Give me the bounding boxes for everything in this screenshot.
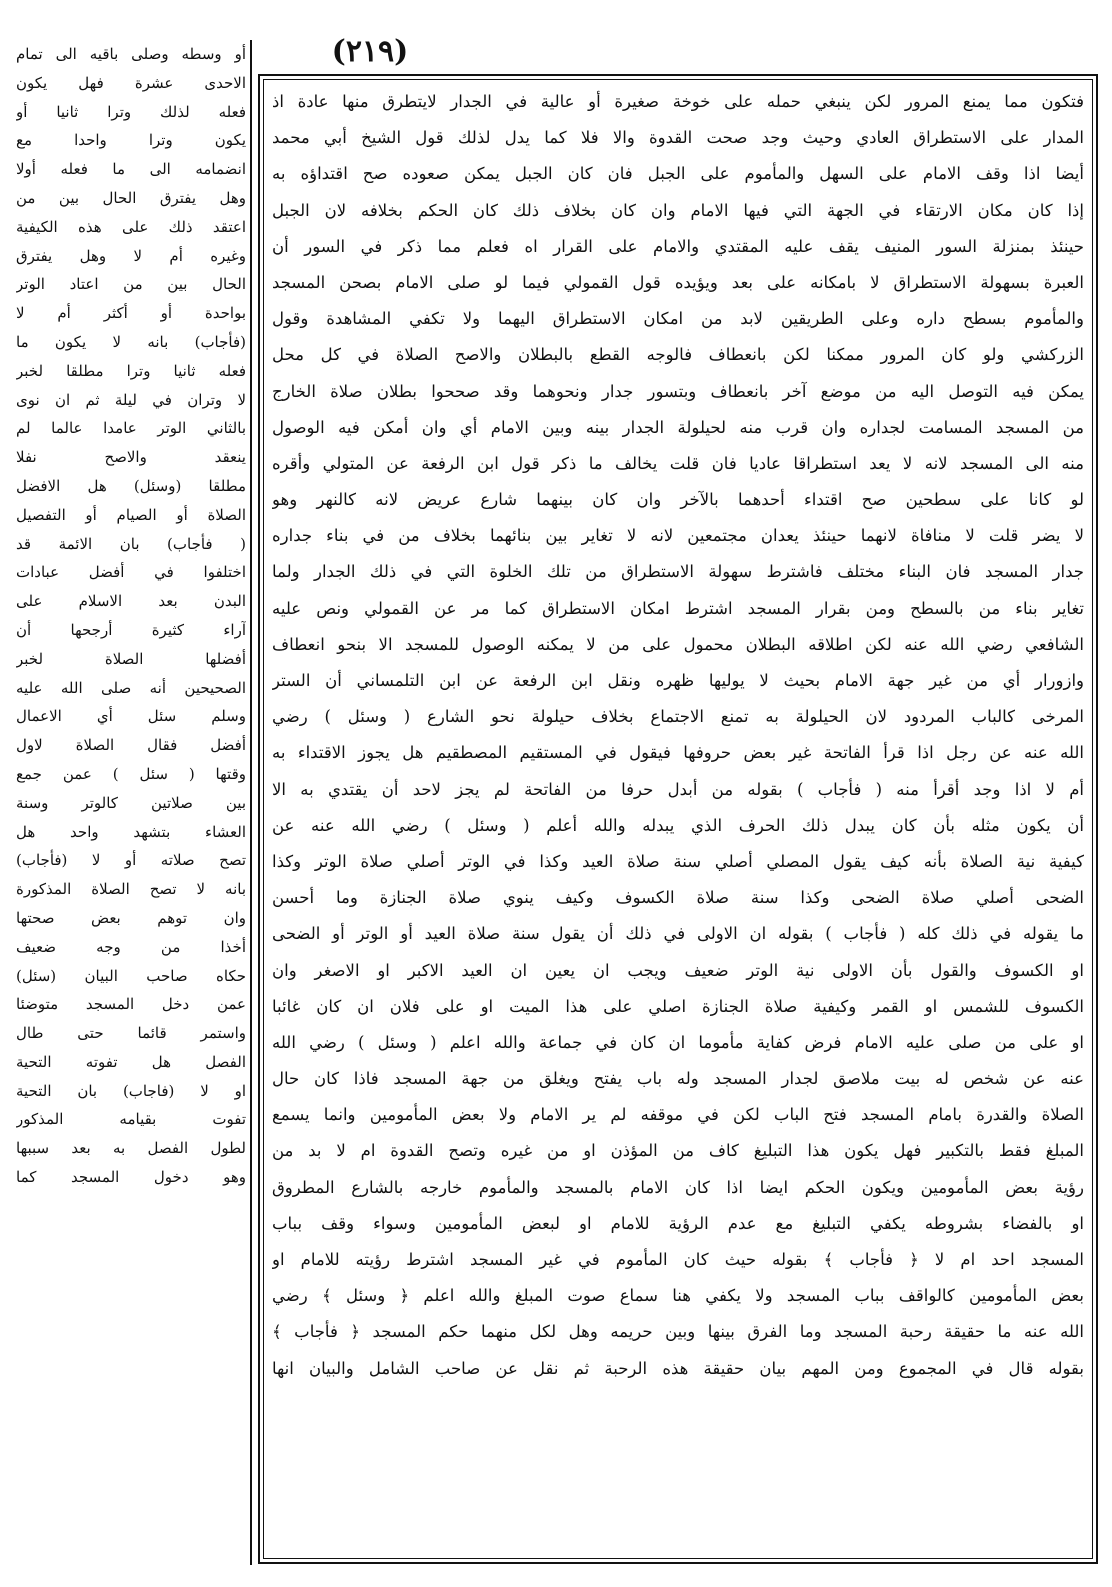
margin-text-line: تفوت بقيامه المذكور (16, 1110, 246, 1129)
margin-text-line: او لا (فاجاب) بان التحية (16, 1081, 246, 1100)
margin-text-line: اعتقد ذلك على هذه الكيفية (16, 217, 246, 236)
margin-text-line: وسلم سئل أي الاعمال (16, 707, 246, 726)
main-text-line: لو كانا على سطحين صح اقتداء أحدهما بالآخر وان كان بينهما شارع عريض لانه كالنهر وهو (272, 490, 1084, 510)
main-text-line: منه الى المسجد لانه لا يعد استطراقا عاديا فان قلت يخالف ما ذكر قول ابن الرفعة عن المتولي وأقره (272, 453, 1084, 473)
margin-text-line: أفضلها الصلاة لخبر (16, 649, 246, 668)
margin-text-line: فعله ثانيا وترا مطلقا لخبر (16, 361, 246, 380)
main-text-line: أن يكون مثله بأن كان يبدل ذلك الحرف الذي يبدله والله أعلم ( وسئل ) رضي الله عنه عن (272, 815, 1084, 835)
margin-text-line: الفصل هل تفوته التحية (16, 1052, 246, 1071)
margin-text-line: أخذا من وجه ضعيف (16, 937, 246, 956)
main-text-line: المبلغ فقط بالتكبير فهل يكون هذا التبليغ كاف من المؤذن او من غيره وتصح القدوة ام لا بد من (272, 1141, 1084, 1161)
main-text-line: المرخى كالباب المردود لان الحيلولة به تمنع الاجتماع بخلاف حيلولة نحو الشارع ( وسئل ) رضي (272, 707, 1084, 727)
margin-text-line: بواحدة أو أكثر أم لا (16, 304, 246, 323)
main-text-line: تغاير بناء من بالسطح ومن بقرار المسجد اشترط امكان الاستطراق كما مر عن القمولي ونص عليه (272, 598, 1084, 618)
main-text-line: ما يقوله في ذلك كله ( فأجاب ) بقوله ان الاولى في ذلك أن يقول سنة صلاة العيد أو الوتر أو الضحى (272, 924, 1084, 944)
margin-text-line: واستمر قائما حتى طال (16, 1024, 246, 1043)
main-text-line: جدار المسجد فان البناء مختلف فاشترط سهولة الاستطراق من تلك الخلوة التي في ذلك الجدار ولما (272, 562, 1084, 582)
main-text-line: والمأموم بسطح داره وعلى الطريقين لابد من امكان الاستطراق اليهما ولا تكفي المشاهدة وقول (272, 309, 1084, 329)
column-divider (250, 40, 252, 1565)
margin-text-line: (فأجاب) بانه لا يكون ما (16, 332, 246, 351)
main-text-line: المدار على الاستطراق العادي وحيث وجد صحت القدوة والا فلا كما يدل لذلك قول الشيخ أبي محمد (272, 128, 1084, 148)
margin-text-line: الاحدى عشرة فهل يكون (16, 73, 246, 92)
margin-text-line: الصلاة أو الصيام أو التفصيل (16, 505, 246, 524)
main-text-body (272, 84, 1084, 1554)
margin-text-line: انضمامه الى ما فعله أولا (16, 160, 246, 179)
margin-text-line: فعله لذلك وترا ثانيا أو (16, 102, 246, 121)
margin-text-line: الصحيحين أنه صلى الله عليه (16, 678, 246, 697)
margin-text-line: لطول الفصل به بعد سببها (16, 1139, 246, 1158)
main-text-line: او على من صلى عليه الامام فرض كفاية مأموما ان كان في جماعة والله اعلم ( وسئل ) رضي الله (272, 1032, 1084, 1052)
main-text-line: الله عنه عن رجل اذا قرأ الفاتحة غير بعض حروفها فيقول في المستقيم المصطقيم هل يجوز الاقتداء به (272, 743, 1084, 763)
margin-text-line: حكاه صاحب البيان (سئل) (16, 966, 246, 985)
margin-text-line: عمن دخل المسجد متوضئا (16, 995, 246, 1014)
main-text-line: رؤية بعض المأمومين ويكون الحكم ايضا اذا كان الامام بالمسجد والمأموم خارجه بالشارع المطروق (272, 1177, 1084, 1197)
main-text-line: الصلاة والقدرة بامام المسجد فتح الباب لكن في موقفه لم ير الامام ولا بعض المأمومين وانما يسمع (272, 1105, 1084, 1125)
margin-text-line: اختلفوا في أفضل عبادات (16, 563, 246, 582)
margin-text-line: يكون وترا واحدا مع (16, 131, 246, 150)
main-text-line: الكسوف للشمس او القمر وكيفية صلاة الجنازة اصلي على هذا الميت او على فلان ان كان غائبا (272, 996, 1084, 1016)
margin-text-line: بين صلاتين كالوتر وسنة (16, 793, 246, 812)
main-text-line: او الكسوف والقول بأن الاولى نية الوتر ضعيف ويجب ان يعين ان العيد الاكبر او الاصغر وان (272, 960, 1084, 980)
main-text-line: أم لا اذا وجد أقرأ منه ( فأجاب ) بقوله من أبدل حرفا من الفاتحة لم يجز لاحد أن يقتدي به الا (272, 779, 1084, 799)
page-number: (۲۱۹) (331, 34, 409, 69)
main-text-line: حينئذ بمنزلة السور المنيف يقف عليه المقتدي والامام على القرار اه فعلم مما ذكر في السور أن (272, 236, 1084, 256)
margin-text-line: البدن بعد الاسلام على (16, 592, 246, 611)
margin-text-line: لا وتران في ليلة ثم ان نوى (16, 390, 246, 409)
main-text-line: من المسجد المسامت لجداره وان قرب منه لحيلولة الجدار بينه وبين الامام أي وان أمكن فيه الوصول (272, 417, 1084, 437)
main-text-line: إذا كان مكان الارتقاء في الجهة التي فيها الامام وان كان بخلاف ذلك كان الحكم بخلافه لان الجبل (272, 200, 1084, 220)
margin-text-line: أفضل فقال الصلاة لاول (16, 736, 246, 755)
margin-text-line: مطلقا (وسئل) هل الافضل (16, 476, 246, 495)
margin-text-line: وقتها ( سئل ) عمن جمع (16, 764, 246, 783)
margin-text-line: الحال بين من اعتاد الوتر (16, 275, 246, 294)
main-text-line: فتكون مما يمنع المرور لكن ينبغي حمله على خوخة صغيرة أو عالية في الجدار لايتطرق منها عادة اذ (272, 92, 1084, 111)
margin-text-line: وغيره أم لا وهل يفترق (16, 246, 246, 265)
main-text-line: لا يضر قلت لا منافاة لانهما حينئذ يعدان مجتمعين لانه لا تغاير بين بنائهما بخلاف من في بناء جداره (272, 526, 1084, 546)
main-text-line: أيضا اذا وقف الامام على السهل والمأموم على الجبل فان كان الجبل يمكن صعوده صح اقتداؤه به (272, 164, 1084, 184)
margin-text-line: وان توهم بعض صحتها (16, 908, 246, 927)
main-text-line: بعض المأمومين كالواقف بباب المسجد ولا يكفي هنا سماع صوت المبلغ والله اعلم ﴿ وسئل ﴾ رضي (272, 1286, 1084, 1306)
margin-text-line: العشاء بتشهد واحد هل (16, 822, 246, 841)
margin-text-line: ينعقد والاصح نفلا (16, 448, 246, 467)
main-text-line: الله عنه ما حقيقة رحبة المسجد وما الفرق بينها وبين حريمه وهل لكل منهما حكم المسجد ﴿ فأجاب ﴾ (272, 1322, 1084, 1342)
margin-text-line: وهو دخول المسجد كما (16, 1168, 246, 1187)
margin-text-line: آراء كثيرة أرجحها أن (16, 620, 246, 639)
margin-text-line: تصح صلاته أو لا (فأجاب) (16, 851, 246, 870)
main-text-line: المسجد احد ام لا ﴿ فأجاب ﴾ بقوله حيث كان المأموم في غير المسجد اشترط رؤيته للامام او (272, 1250, 1084, 1269)
margin-text-line: وهل يفترق الحال بين من (16, 188, 246, 207)
margin-text-line: بانه لا تصح الصلاة المذكورة (16, 880, 246, 899)
main-text-line: الزركشي ولو كان المرور ممكنا لكن بانعطاف فالوجه القطع بالبطلان والاصح الصلاة في كل محل (272, 345, 1084, 365)
margin-text-line: بالثاني الوتر عامدا عالما لم (16, 419, 246, 438)
main-text-line: او بالفضاء بشروطه يكفي التبليغ مع عدم الرؤية للامام او لبعض المأمومين وسواء وقف بباب (272, 1213, 1084, 1233)
main-text-line: العبرة بسهولة الاستطراق لا بامكانه على بعد ويؤيده قول القمولي فيما لو صلى الامام بصحن المسجد (272, 272, 1084, 292)
main-text-line: يمكن فيه التوصل اليه من موضع آخر بانعطاف وبتسور جدار ونحوهما وقد صححوا بطلان صلاة الخارج (272, 381, 1084, 401)
main-text-frame (258, 74, 1098, 1564)
main-text-line: الشافعي رضي الله عنه لكن اطلاقه البطلان محمول على من لا يمكنه الوصول للمسجد الا بنحو انعطاف (272, 634, 1084, 654)
main-text-line: عنه عن شخص له بيت ملاصق لجدار المسجد وله باب يفتح ويغلق من جهة المسجد فاذا كان حال (272, 1069, 1084, 1089)
main-text-line: كيفية نية الصلاة بأنه كيف يقول المصلي أصلي سنة صلاة العيد وكذا في الوتر أصلي صلاة الوتر وكذا (272, 851, 1084, 871)
margin-text-line: ( فأجاب) بان الائمة قد (16, 534, 246, 553)
main-text-line: وازورار أي من غير جهة الامام بحيث لا يوليها ظهره ونقل ابن الرفعة عن ابن التلمساني أن الستر (272, 671, 1084, 690)
main-text-line: الضحى أصلي صلاة الضحى وكذا سنة صلاة الكسوف وكيف ينوي صلاة الجنازة وما أحسن (272, 888, 1084, 908)
main-text-line: بقوله قال في المجموع ومن المهم بيان حقيقة هذه الرحبة ثم نقل عن صاحب الشامل والبيان انها (272, 1358, 1084, 1378)
margin-text-line: أو وسطه وصلى باقيه الى تمام (16, 45, 246, 63)
margin-commentary-column (16, 40, 246, 1565)
